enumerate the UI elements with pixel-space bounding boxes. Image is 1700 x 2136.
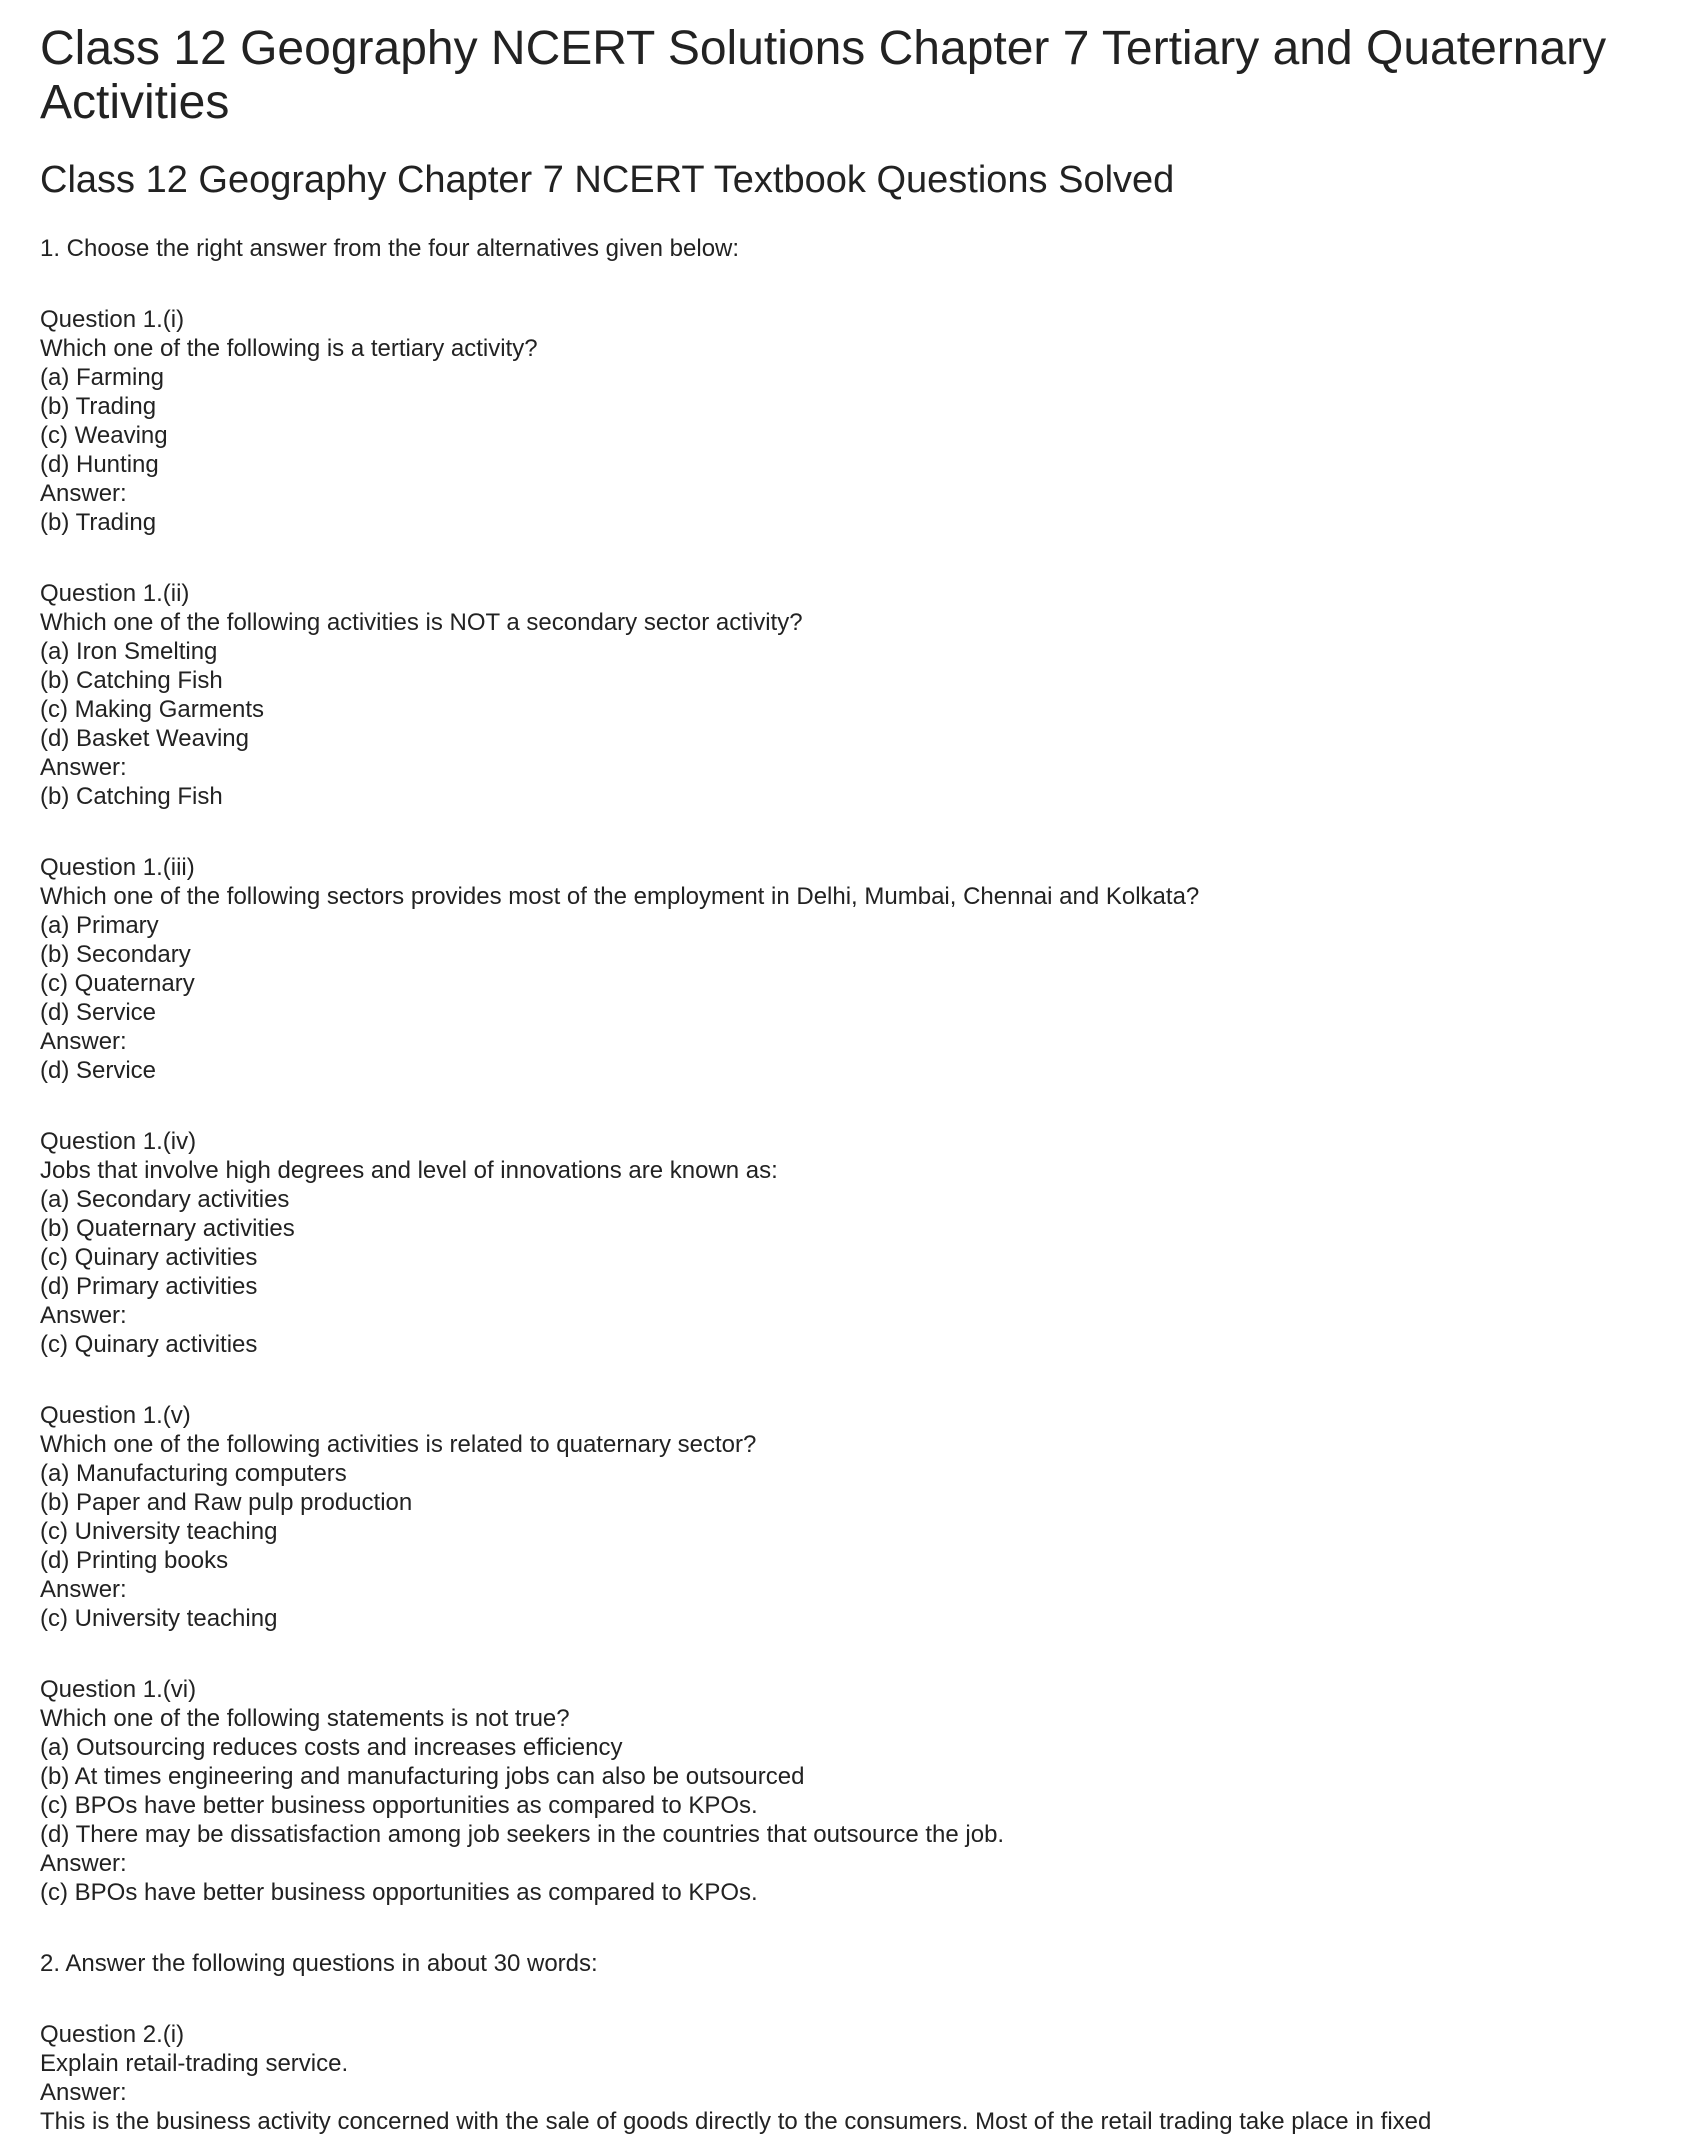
option-text: (b) Catching Fish bbox=[40, 667, 223, 694]
mcq-question bbox=[40, 853, 1670, 1085]
option-text: (b) At times engineering and manufacturing jobs can also be outsourced bbox=[40, 1763, 805, 1790]
option-text: (c) University teaching bbox=[40, 1518, 278, 1545]
answer-text: (d) Service bbox=[40, 1057, 157, 1084]
option-text: (a) Iron Smelting bbox=[40, 638, 218, 665]
question-text: Which one of the following statements is not true? bbox=[40, 1705, 570, 1732]
answer-label: Answer: bbox=[40, 754, 127, 781]
option-text: (d) Primary activities bbox=[40, 1273, 258, 1300]
option-text: (a) Outsourcing reduces costs and increases efficiency bbox=[40, 1734, 623, 1761]
option-text: (d) Hunting bbox=[40, 451, 159, 478]
answer-text: (c) Quinary activities bbox=[40, 1331, 258, 1358]
question-text: Which one of the following activities is NOT a secondary sector activity? bbox=[40, 609, 803, 636]
option-text: (c) Making Garments bbox=[40, 696, 265, 723]
question-label: Question 1.(i) bbox=[40, 306, 185, 333]
answer-text: (b) Trading bbox=[40, 509, 157, 536]
answer-label: Answer: bbox=[40, 1028, 127, 1055]
option-text: (b) Quaternary activities bbox=[40, 1215, 295, 1242]
question-label: Question 1.(v) bbox=[40, 1402, 191, 1429]
mcq-question bbox=[40, 1675, 1670, 1907]
option-text: (d) Service bbox=[40, 999, 157, 1026]
answer-label: Answer: bbox=[40, 1850, 127, 1877]
answer-text: (c) University teaching bbox=[40, 1605, 278, 1632]
page-subtitle: Class 12 Geography Chapter 7 NCERT Textbook Questions Solved bbox=[40, 159, 1175, 201]
option-text: (c) Quaternary bbox=[40, 970, 195, 997]
option-text: (a) Secondary activities bbox=[40, 1186, 290, 1213]
answer-text: (c) BPOs have better business opportunities as compared to KPOs. bbox=[40, 1879, 758, 1906]
mcq-question bbox=[40, 579, 1670, 811]
section-1-intro: 1. Choose the right answer from the four alternatives given below: bbox=[40, 235, 740, 262]
mcq-list bbox=[40, 305, 1670, 1907]
question-label: Question 1.(vi) bbox=[40, 1676, 197, 1703]
option-text: (b) Secondary bbox=[40, 941, 191, 968]
option-text: (b) Paper and Raw pulp production bbox=[40, 1489, 413, 1516]
option-text: (a) Farming bbox=[40, 364, 165, 391]
page-title: Class 12 Geography NCERT Solutions Chapter 7 Tertiary and Quaternary Activities bbox=[40, 22, 1607, 129]
question-text: Explain retail-trading service. bbox=[40, 2050, 349, 2077]
question-text: Which one of the following activities is related to quaternary sector? bbox=[40, 1431, 757, 1458]
option-text: (d) Basket Weaving bbox=[40, 725, 249, 752]
short-answer-question bbox=[40, 2020, 1670, 2136]
answer-text: (b) Catching Fish bbox=[40, 783, 223, 810]
option-text: (d) Printing books bbox=[40, 1547, 229, 1574]
mcq-question bbox=[40, 1127, 1670, 1359]
question-text: Which one of the following is a tertiary activity? bbox=[40, 335, 538, 362]
question-label: Question 1.(iii) bbox=[40, 854, 195, 881]
answer-label: Answer: bbox=[40, 480, 127, 507]
mcq-question bbox=[40, 1401, 1670, 1633]
answer-label: Answer: bbox=[40, 1302, 127, 1329]
answer-label: Answer: bbox=[40, 1576, 127, 1603]
option-text: (c) BPOs have better business opportunities as compared to KPOs. bbox=[40, 1792, 758, 1819]
option-text: (c) Weaving bbox=[40, 422, 168, 449]
option-text: (b) Trading bbox=[40, 393, 157, 420]
question-text: Jobs that involve high degrees and level of innovations are known as: bbox=[40, 1157, 778, 1184]
answer-text: This is the business activity concerned with the sale of goods directly to the consumers. Most of the retail trading take place in fixed bbox=[40, 2108, 1432, 2135]
question-label: Question 1.(ii) bbox=[40, 580, 190, 607]
section-2-intro: 2. Answer the following questions in about 30 words: bbox=[40, 1950, 598, 1977]
answer-label: Answer: bbox=[40, 2079, 127, 2106]
mcq-question bbox=[40, 305, 1670, 537]
option-text: (a) Manufacturing computers bbox=[40, 1460, 347, 1487]
document-page bbox=[40, 22, 1670, 2136]
question-label: Question 2.(i) bbox=[40, 2021, 185, 2048]
option-text: (c) Quinary activities bbox=[40, 1244, 258, 1271]
question-text: Which one of the following sectors provides most of the employment in Delhi, Mumbai, Chennai and Kolkata? bbox=[40, 883, 1200, 910]
question-label: Question 1.(iv) bbox=[40, 1128, 197, 1155]
option-text: (d) There may be dissatisfaction among job seekers in the countries that outsource the job. bbox=[40, 1821, 1005, 1848]
option-text: (a) Primary bbox=[40, 912, 159, 939]
